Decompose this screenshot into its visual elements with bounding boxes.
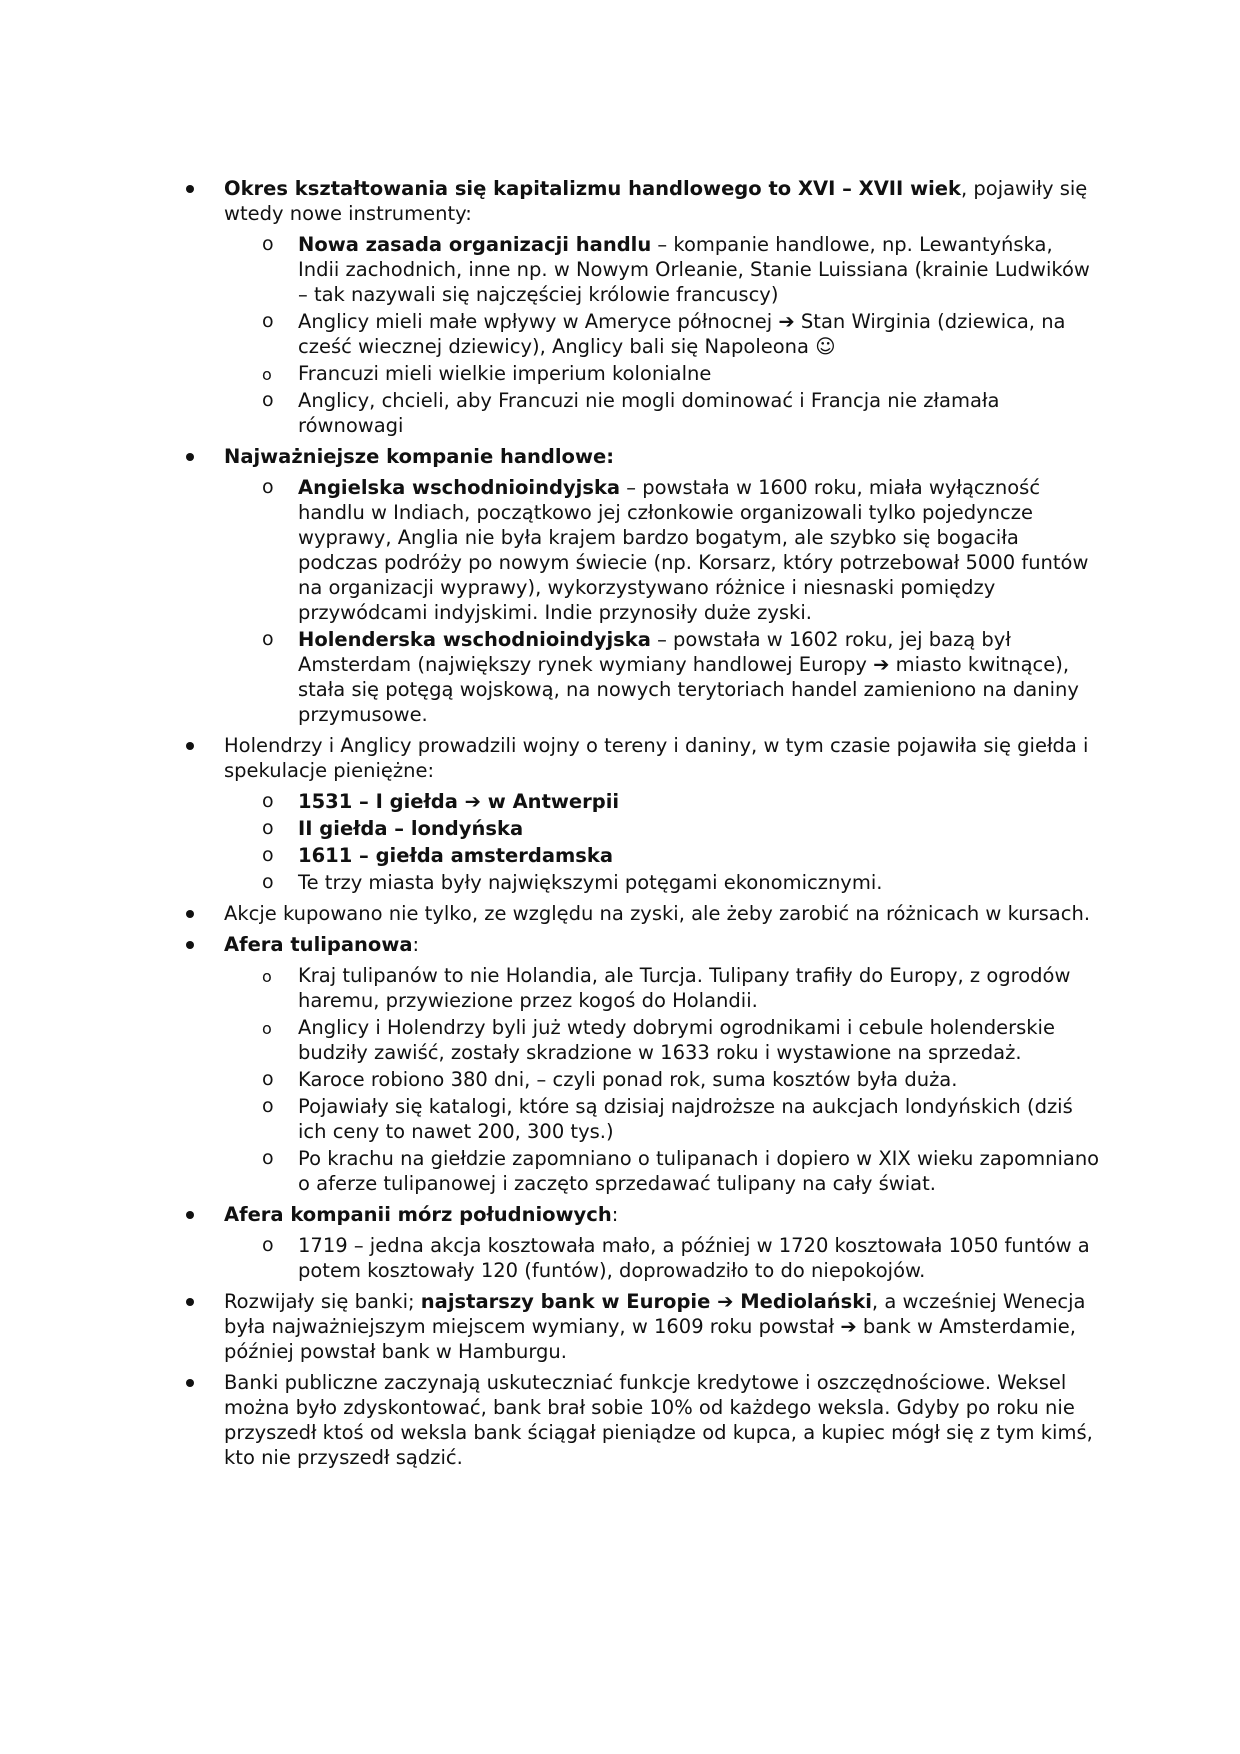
sub-text: Anglicy, chcieli, aby Francuzi nie mogli dominować i Francja nie złamała równowagi [298,389,1000,437]
bullet-bold-text: Mediolański [733,1290,872,1313]
sub-text: Stan Wirginia (dziewica, na cześć wiecznej dziewicy), Anglicy bali się Napoleona ☺ [298,310,1066,358]
bullet-bold-text: Najważniejsze kompanie handlowe: [224,445,614,468]
bullet-text: : [611,1203,619,1226]
bullet-kompanie [180,444,1100,469]
bullet-banki [180,1289,1100,1364]
bullet-marker [186,185,194,193]
sub-marker: o [262,844,274,866]
bullet-kapitalizm [180,176,1100,226]
sub-item [180,1015,1100,1065]
sub-text: – kompanie handlowe, np. Lewantyńska, Indii zachodnich, inne np. w Nowym Orleanie, Stanie Luissiana (krainie Ludwików – tak nazywali się najczęściej królowie francuscy) [298,233,1090,306]
sub-marker: o [262,790,274,812]
bullet-text: bank w Amsterdamie, później powstał bank w Hamburgu. [224,1315,1076,1363]
bullet-text: , pojawiły się wtedy nowe instrumenty: [224,177,1088,225]
sub-text: – powstała w 1600 roku, miała wyłączność handlu w Indiach, początkowo jej członkowie organizowali tylko pojedyncze wyprawy, Anglia nie była krajem bardzo bogatym, ale szybko się bogaciła podczas podróży po nowym świecie (np. Korsarz, który potrzebował 5000 funtów na organizacji wyprawy), wykorzystywano różnice i niesnaski pomiędzy przywódcami indyjskimi. Indie przynosiły duże zyski. [298,476,1089,624]
sub-text: Pojawiały się katalogi, które są dzisiaj najdroższe na aukcjach londyńskich (dziś ich ceny to nawet 200, 300 tys.) [298,1095,1073,1143]
sub-bold-text: w Antwerpii [481,790,620,813]
bullet-text: Banki publiczne zaczynają uskuteczniać funkcje kredytowe i oszczędnościowe. Weksel można było zdyskontować, bank brał sobie 10% od każdego weksla. Gdyby po roku nie przyszedł ktoś od weksla bank ściągał pieniądze od kupca, a kupiec mógł się z tym kimś, kto nie przyszedł sądzić. [224,1371,1093,1469]
sub-text: 1719 – jedna akcja kosztowała mało, a później w 1720 kosztowała 1050 funtów a potem kosztowały 120 (funtów), doprowadziło to do niepokojów. [298,1234,1090,1282]
sub-marker: o [262,365,272,384]
sub-item [180,1146,1100,1196]
bullet-bold-text: Afera tulipanowa [224,933,413,956]
bullet-bold-text: Afera kompanii mórz południowych [224,1203,612,1226]
bullet-marker [186,1298,194,1306]
sub-marker: o [262,389,274,411]
arrow-icon: ➔ [717,1290,734,1313]
sub-text: Po krachu na giełdzie zapomniano o tulipanach i dopiero w XIX wieku zapomniano o aferze tulipanowej i zaczęto sprzedawać tulipany na cały świat. [298,1147,1100,1195]
bullet-text: , a wcześniej Wenecja była najważniejszym miejscem wymiany, w 1609 roku powstał [224,1290,1086,1338]
sub-item [180,627,1100,727]
arrow-icon: ➔ [778,310,795,333]
bullet-marker [186,453,194,461]
sub-text: Anglicy mieli małe wpływy w Ameryce północnej [298,310,779,333]
sub-marker: o [262,871,274,893]
sub-item [180,1233,1100,1283]
sub-item [180,1094,1100,1144]
sub-bold-text: Nowa zasada organizacji handlu [298,233,652,256]
sub-item [180,1067,1100,1092]
sub-marker: o [262,817,274,839]
bullet-marker [186,1211,194,1219]
bullet-marker [186,1379,194,1387]
bullet-banki-publiczne [180,1370,1100,1470]
arrow-icon: ➔ [464,790,481,813]
arrow-icon: ➔ [873,653,890,676]
bullet-marker [186,910,194,918]
sub-marker: o [262,233,274,255]
sub-text: Kraj tulipanów to nie Holandia, ale Turcja. Tulipany trafiły do Europy, z ogrodów haremu, przywiezione przez kogoś do Holandii. [298,964,1071,1012]
sub-marker: o [262,1068,274,1090]
sub-text: Karoce robiono 380 dni, – czyli ponad rok, suma kosztów była duża. [298,1068,958,1091]
sub-bold-text: 1531 – I giełda [298,790,465,813]
bullet-akcje [180,901,1100,926]
bullet-morza [180,1202,1100,1227]
sub-marker: o [262,1234,274,1256]
sub-text: Anglicy i Holendrzy byli już wtedy dobrymi ogrodnikami i cebule holenderskie budziły zawiść, zostały skradzione w 1633 roku i wystawione na sprzedaż. [298,1016,1055,1064]
sub-marker: o [262,967,272,986]
sub-text: miasto kwitnące), stała się potęgą wojskową, na nowych terytoriach handel zamieniono na daniny przymusowe. [298,653,1079,726]
bullet-gielda [180,733,1100,783]
sub-bold-text: 1611 – giełda amsterdamska [298,844,614,867]
arrow-icon: ➔ [840,1315,857,1338]
bullet-bold-text: Okres kształtowania się kapitalizmu handlowego to XVI – XVII wiek [224,177,961,200]
sub-item [180,232,1100,307]
sub-bold-text: II giełda – londyńska [298,817,524,840]
sub-item [180,870,1100,895]
bullet-bold-text: najstarszy bank w Europie [420,1290,718,1313]
sub-marker: o [262,1095,274,1117]
sub-text: Te trzy miasta były największymi potęgami ekonomicznymi. [298,871,883,894]
sub-marker: o [262,1019,272,1038]
sub-item [180,843,1100,868]
bullet-text: Rozwijały się banki; [224,1290,421,1313]
sub-marker: o [262,628,274,650]
document-body [180,176,1100,1476]
bullet-marker [186,941,194,949]
sub-marker: o [262,310,274,332]
sub-item [180,309,1100,359]
sub-item [180,475,1100,625]
sub-item [180,361,1100,386]
bullet-text: Holendrzy i Anglicy prowadzili wojny o tereny i daniny, w tym czasie pojawiła się giełda i spekulacje pieniężne: [224,734,1089,782]
sub-text: Francuzi mieli wielkie imperium kolonialne [298,362,712,385]
sub-item [180,816,1100,841]
sub-item [180,789,1100,814]
sub-bold-text: Angielska wschodnioindyjska [298,476,621,499]
sub-item [180,963,1100,1013]
bullet-tulipany [180,932,1100,957]
bullet-marker [186,742,194,750]
sub-text: – powstała w 1602 roku, jej bazą był Amsterdam (największy rynek wymiany handlowej Europy [298,628,1011,676]
sub-item [180,388,1100,438]
sub-bold-text: Holenderska wschodnioindyjska [298,628,651,651]
bullet-text: Akcje kupowano nie tylko, ze względu na zyski, ale żeby zarobić na różnicach w kursach. [224,902,1091,925]
bullet-text: : [412,933,420,956]
sub-marker: o [262,476,274,498]
sub-marker: o [262,1147,274,1169]
